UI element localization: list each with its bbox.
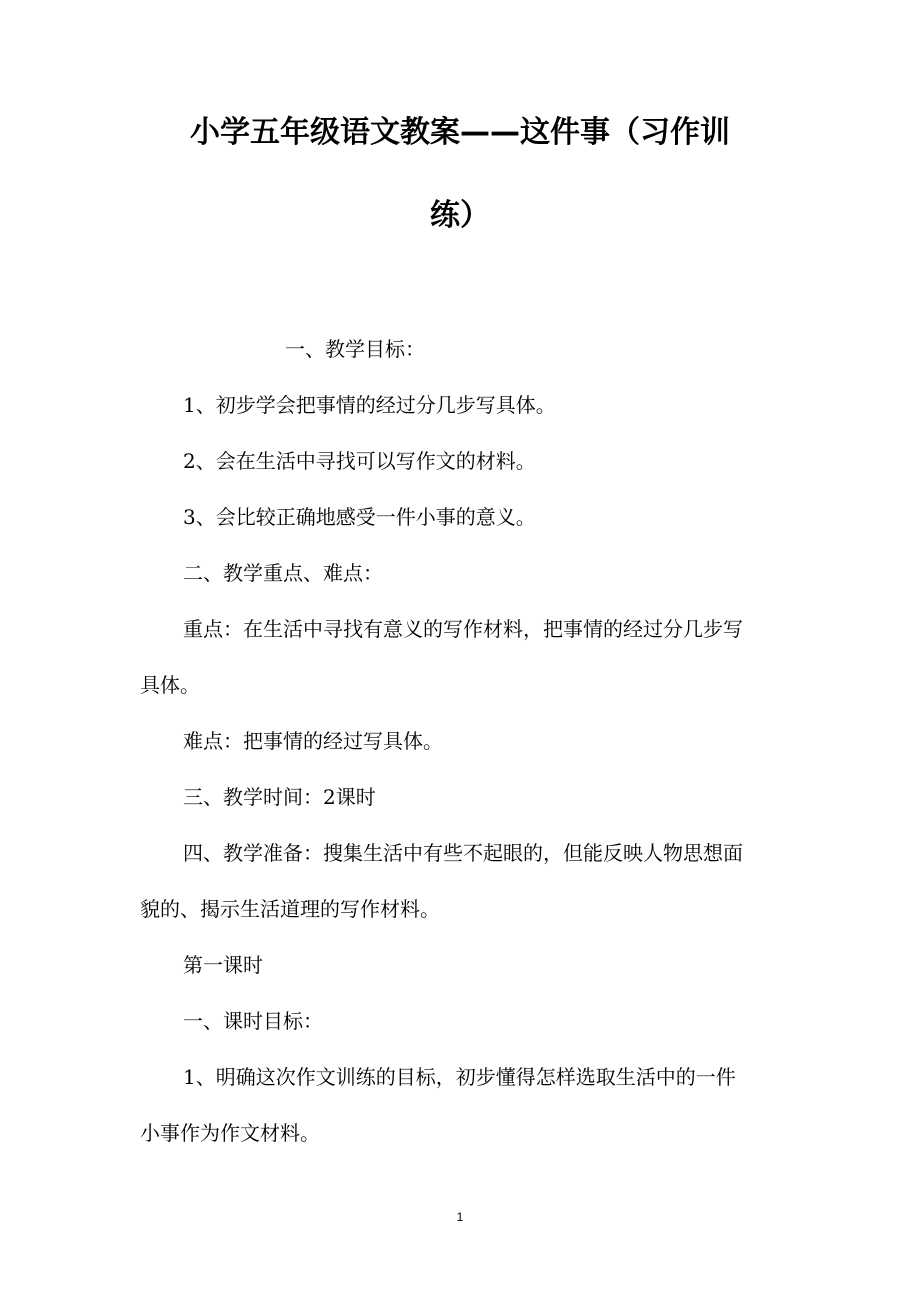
list-item: 2、会在生活中寻找可以写作文的材料。 xyxy=(183,449,536,473)
section-heading: 一、教学目标： xyxy=(285,337,425,361)
paragraph-line: 难点：把事情的经过写具体。 xyxy=(183,729,443,753)
paragraph-line: 貌的、揭示生活道理的写作材料。 xyxy=(140,897,440,921)
paragraph-line: 重点：在生活中寻找有意义的写作材料，把事情的经过分几步写 xyxy=(183,617,743,641)
section-heading: 二、教学重点、难点： xyxy=(183,561,383,585)
list-item: 3、会比较正确地感受一件小事的意义。 xyxy=(183,505,536,529)
section-heading: 三、教学时间：2课时 xyxy=(183,785,376,809)
section-heading: 一、课时目标： xyxy=(183,1009,323,1033)
list-item: 1、明确这次作文训练的目标，初步懂得怎样选取生活中的一件 xyxy=(183,1065,736,1089)
document-title-line-2: 练） xyxy=(430,198,490,233)
document-title-line-1: 小学五年级语文教案——这件事（习作训 xyxy=(190,115,730,150)
lesson-heading: 第一课时 xyxy=(183,953,263,977)
paragraph-line: 小事作为作文材料。 xyxy=(140,1121,320,1145)
paragraph-line: 具体。 xyxy=(140,673,200,697)
list-item: 1、初步学会把事情的经过分几步写具体。 xyxy=(183,393,556,417)
page-number: 1 xyxy=(456,1210,464,1224)
paragraph-line: 四、教学准备：搜集生活中有些不起眼的，但能反映人物思想面 xyxy=(183,841,743,865)
